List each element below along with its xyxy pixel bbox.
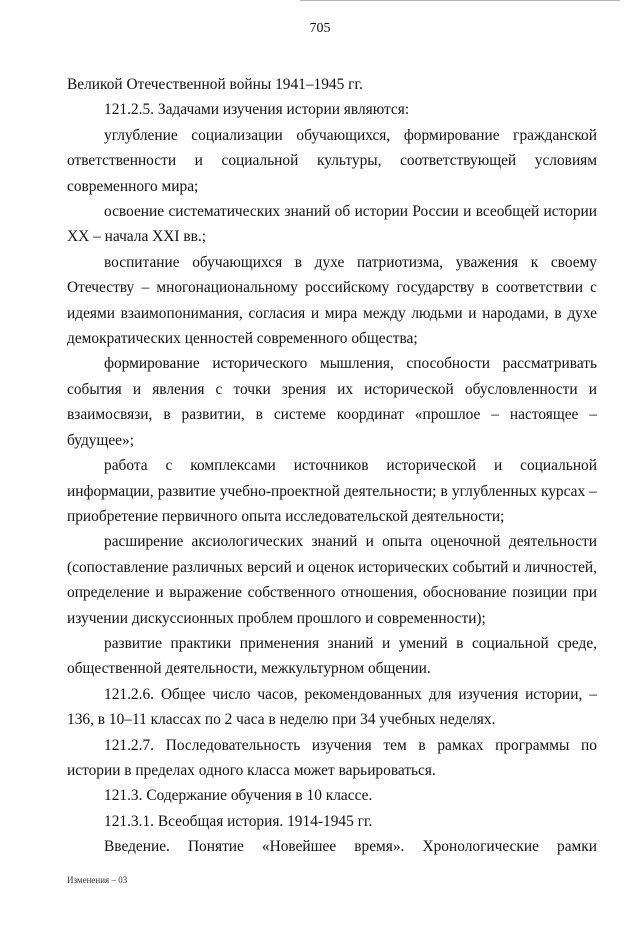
paragraph: воспитание обучающихся в духе патриотизма, уважения к своему Отечеству – многонациональному российскому государству в соответствии с идеями взаимопонимания, согласия и мира между людьми и народами, в духе демократических ценностей современного общества; xyxy=(67,253,597,348)
scan-edge-line xyxy=(300,0,620,1)
document-body xyxy=(67,72,597,860)
paragraph: развитие практики применения знаний и умений в социальной среде, общественной деятельности, межкультурном общении. xyxy=(67,634,597,678)
paragraph: 121.2.6. Общее число часов, рекомендованных для изучения истории, – 136, в 10–11 классах по 2 часа в неделю при 34 учебных неделях. xyxy=(67,685,597,729)
paragraph: работа с комплексами источников исторической и социальной информации, развитие учебно-проектной деятельности; в углубленных курсах – приобретение первичного опыта исследовательской деятельности; xyxy=(67,457,597,525)
footer-note: Изменения – 03 xyxy=(67,875,128,885)
paragraph: освоение систематических знаний об истории России и всеобщей истории XX – начала XXI вв.; xyxy=(67,203,597,246)
paragraph: углубление социализации обучающихся, формирование гражданской ответственности и социальной культуры, соответствующей условиям современного мира; xyxy=(67,126,597,195)
paragraph: 121.2.5. Задачами изучения истории являются: xyxy=(104,101,410,119)
paragraph: Введение. Понятие «Новейшее время». Хронологические рамки xyxy=(104,838,597,856)
paragraph: 121.3. Содержание обучения в 10 классе. xyxy=(104,787,373,805)
paragraph: расширение аксиологических знаний и опыта оценочной деятельности (сопоставление различных версий и оценок исторических событий и личностей, определение и выражение собственного отношения, обоснование позиции при изучении дискуссионных проблем прошлого и современности); xyxy=(67,533,597,627)
paragraph: 121.3.1. Всеобщая история. 1914-1945 гг. xyxy=(104,812,373,830)
paragraph: формирование исторического мышления, способности рассматривать события и явления с точки зрения их исторической обусловленности и взаимосвязи, в развитии, в системе координат «прошлое – настоящее – будущее»; xyxy=(67,355,597,449)
paragraph: 121.2.7. Последовательность изучения тем в рамках программы по истории в пределах одного класса может варьироваться. xyxy=(67,736,597,779)
paragraph: Великой Отечественной войны 1941–1945 гг. xyxy=(67,76,363,93)
page-number: 705 xyxy=(309,21,331,36)
